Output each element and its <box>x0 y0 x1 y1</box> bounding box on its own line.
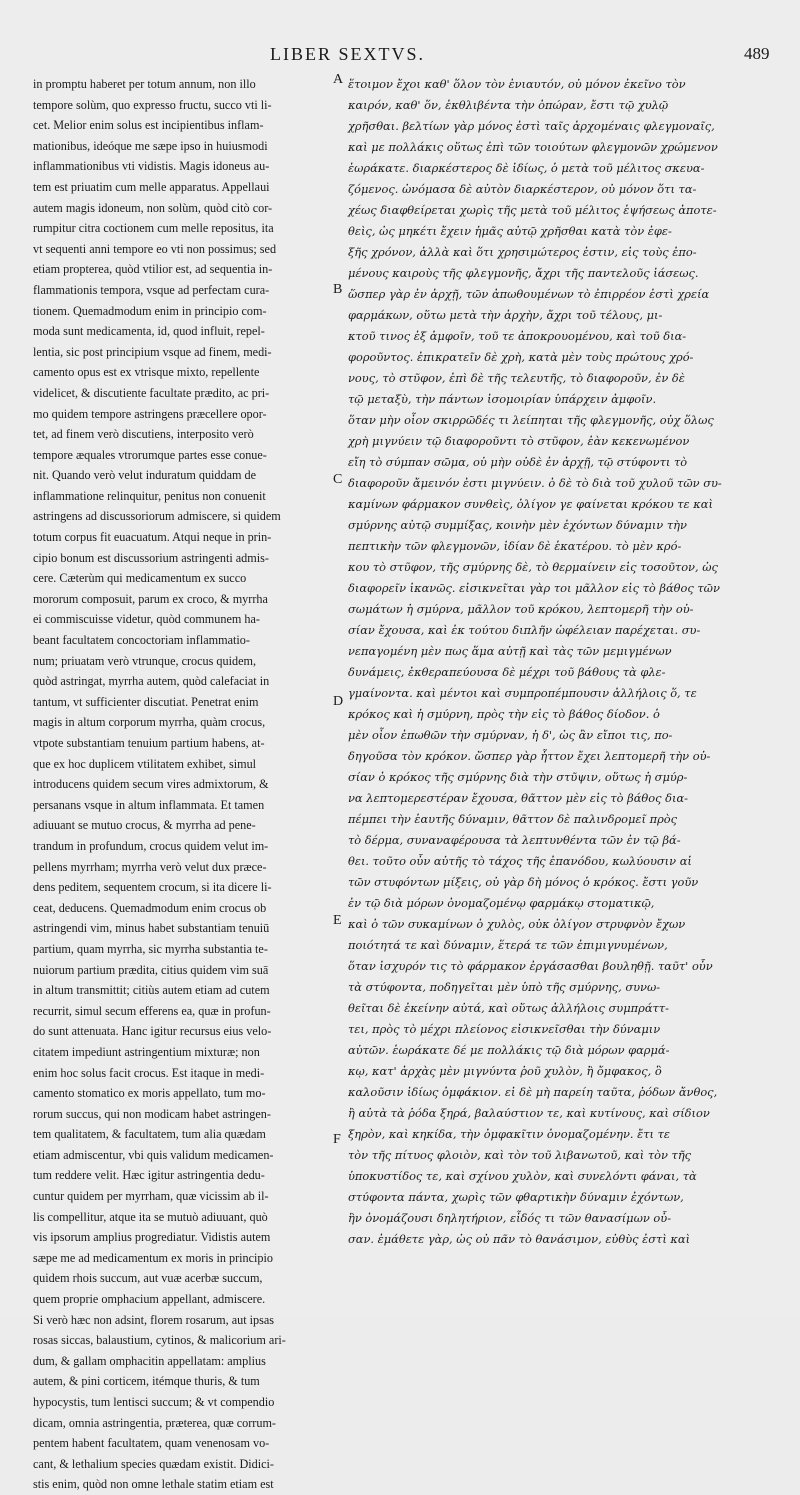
greek-text-line: κτοῦ τινος ἐξ ἀμφοῖν, τοῦ τε ἀποκρουομένου, καὶ τοῦ δια- <box>348 329 687 343</box>
greek-text-line: ὑποκυστίδος τε, καὶ σχίνου χυλὸν, καὶ συνελόντι φάναι, τὰ <box>348 1169 697 1183</box>
latin-text-line: do sunt attenuata. Hanc igitur recursus eius velo- <box>33 1024 272 1039</box>
greek-text-line: τῶν στυφόντων μίξεις, οὐ γὰρ δὴ μόνος ὁ κρόκος. ἔστι γοῦν <box>348 875 699 889</box>
greek-text-line: σίαν ὁ κρόκος τῆς σμύρνης διὰ τὴν στῦψιν, οὕτως ἡ σμύρ- <box>348 770 688 784</box>
greek-text-line: τὸν τῆς πίτυος φλοιὸν, καὶ τὸν τοῦ λιβανωτοῦ, καὶ τὸν τῆς <box>348 1148 692 1162</box>
margin-marker-b: B <box>333 282 343 297</box>
greek-text-line: χρὴ μιγνύειν τῷ διαφοροῦντι τὸ στῦφον, ἐὰν κεκενωμένον <box>348 434 690 448</box>
latin-text-line: pentem habent facultatem, quam venenosam vo- <box>33 1436 270 1451</box>
latin-text-line: camento stomatico ex moris appellato, tum mo- <box>33 1086 266 1101</box>
latin-text-line: autem, & pini corticem, itémque thuris, & tum <box>33 1374 260 1389</box>
greek-text-line: καὶ ὁ τῶν συκαμίνων ὁ χυλὸς, οὐκ ὀλίγον στρυφνὸν ἔχων <box>348 917 686 931</box>
latin-text-line: hypocystis, tum lentisci succum; & vt compendio <box>33 1395 275 1409</box>
latin-text-line: videlicet, & discutiente facultate prædito, ac pri- <box>33 385 270 400</box>
latin-text-line: dens peditem, sequentem crocum, si ita dicere li- <box>33 880 272 895</box>
greek-text-line: γμαίνοντα. καὶ μέντοι καὶ συμπροπέμπουσιν ἀλλήλοις ὅ, τε <box>348 686 697 700</box>
latin-text-line: trandum in profundum, crocus quidem velut im- <box>33 838 269 853</box>
latin-text-line: ceat, deducens. Quemadmodum enim crocus ob <box>33 900 267 915</box>
latin-text-line: in promptu haberet per totum annum, non illo <box>33 77 256 91</box>
latin-text-line: astringendi vim, minus habet substantiam tenuiū <box>33 921 270 936</box>
greek-text-line: νεπαγομένη μὲν πως ἅμα αὐτῇ καὶ τὰς τῶν μεμιγμένων <box>348 644 672 658</box>
latin-text-line: astringens ad discussoriorum admiscere, si quidem <box>33 509 281 524</box>
latin-text-line: quòd astringat, myrrha autem, quòd calefaciat in <box>33 674 270 689</box>
latin-text-line: tem qualitatem, & facultatem, tum alia quædam <box>33 1127 266 1142</box>
latin-text-line: cet. Melior enim solus est incipientibus inflam- <box>33 118 264 133</box>
greek-text-line: κου τὸ στῦφον, τῆς σμύρνης δὲ, τὸ θερμαίνειν εἰς τοσοῦτον, ὡς <box>348 560 718 574</box>
greek-text-line: ξῆς χρόνον, ἀλλὰ καὶ ὅτι χρησιμώτερος ἐστιν, εἰς τοὺς ἐπο- <box>348 245 697 259</box>
greek-text-line: σμύρνης αὐτῷ συμμίξας, κοινὴν μὲν ἐχόντων δύναμιν τὴν <box>348 518 687 532</box>
latin-text-line: cipio bonum est discussorium astringenti admis- <box>33 550 269 565</box>
latin-text-line: flammationis tempora, vsque ad perfectam cura- <box>33 282 270 297</box>
greek-text-line: εἴη τὸ σύμπαν σῶμα, οὐ μὴν οὐδὲ ἐν ἀρχῇ, τῷ στύφοντι τὸ <box>348 455 688 469</box>
margin-marker-c: C <box>333 472 343 487</box>
greek-text-line: διαφορεῖν ἱκανῶς. εἰσικνεῖται γὰρ τοι μᾶλλον εἰς τὸ βάθος τῶν <box>348 581 720 595</box>
greek-text-line: χρῆσθαι. βελτίων γὰρ μόνος ἐστὶ ταῖς ἀρχομέναις φλεγμοναῖς, <box>348 119 715 133</box>
latin-text-line: lis compellitur, atque ita se mutuò adiuuant, quò <box>33 1209 268 1224</box>
latin-text-line: rorum succus, qui non modicam habet astringen- <box>33 1106 271 1121</box>
greek-text-line: μὲν οἷον ἐπωθῶν τὴν σμύρναν, ἡ δ', ὡς ἂν εἴποι τις, πο- <box>348 728 673 742</box>
margin-marker-d: D <box>333 694 344 709</box>
greek-text-line: ἣν ὀνομάζουσι δηλητήριον, εἶδός τι τῶν θανασίμων οὖ- <box>348 1211 672 1225</box>
greek-text-line: ἐν τῷ διὰ μόρων ὀνομαζομένῳ φαρμάκῳ στοματικῷ, <box>348 896 655 910</box>
greek-text-line: μένους καιροὺς τῆς φλεγμονῆς, ἄχρι τῆς παντελοῦς ἰάσεως. <box>348 266 699 280</box>
latin-text-line: cuntur quidem per myrrham, quæ vicissim ab il- <box>33 1189 269 1204</box>
page-header <box>0 44 800 70</box>
latin-text-line: tantum, vt sufficienter discutiat. Penetrat enim <box>33 694 259 709</box>
latin-text-line: mo quidem tempore astringens præcellere opor- <box>33 406 267 421</box>
latin-text-line: in altum transmittit; citiùs autem etiam ad cutem <box>33 983 270 998</box>
latin-text-line: rumpitur citra coctionem cum melle repositus, ita <box>33 221 274 236</box>
margin-marker-a: A <box>333 72 344 87</box>
page-number: 489 <box>744 44 770 63</box>
greek-text-line: κῳ, κατ' ἀρχὰς μὲν μιγνύντα ῥοῦ χυλὸν, ἢ ὄμφακος, ὃ <box>348 1064 662 1078</box>
latin-text-line: nuiorum partium prædita, citius quidem vim suā <box>33 962 269 977</box>
latin-text-line: pellens myrrham; myrrha verò velut dux præce- <box>33 859 267 874</box>
greek-text-line: ἕτοιμον ἔχοι καθ' ὅλον τὸν ἐνιαυτόν, οὐ μόνον ἐκεῖνο τὸν <box>348 77 686 91</box>
greek-text-line: πέμπει τὴν ἑαυτῆς δύναμιν, θᾶττον δὲ παλινδρομεῖ πρὸς <box>348 812 678 826</box>
latin-text-line: dicam, omnia astringentia, præterea, quæ corrum- <box>33 1415 276 1430</box>
greek-text-line: καλοῦσιν ἰδίως ὀμφάκιον. εἰ δὲ μὴ παρείη ταῦτα, ῥόδων ἄνθος, <box>348 1085 718 1099</box>
latin-text-line: tionem. Quemadmodum enim in principio com- <box>33 303 267 318</box>
latin-text-line: cere. Cæterùm qui medicamentum ex succo <box>33 571 247 586</box>
greek-text-line: τὰ στύφοντα, ποδηγεῖται μὲν ὑπὸ τῆς σμύρνης, συνω- <box>348 980 661 994</box>
latin-text-line: rosas siccas, balaustium, cytinos, & malicorium ari- <box>33 1333 286 1348</box>
latin-text-line: etiam admiscentur, vbi quis validum medicamen- <box>33 1147 274 1162</box>
latin-text-line: persanans vsque in altum inflammata. Et tamen <box>33 797 265 812</box>
greek-text-line: τῷ μεταξὺ, τὴν πάντων ἰσομοιρίαν ὑπάρχειν ἀμφοῖν. <box>348 392 657 406</box>
latin-text-line: mationibus, ideóque me sæpe ipso in huiusmodi <box>33 138 268 153</box>
greek-text-line: ὅταν ἰσχυρόν τις τὸ φάρμακον ἐργάσασθαι βουληθῇ. ταῦτ' οὖν <box>348 959 713 973</box>
greek-text-line: σωμάτων ἡ σμύρνα, μᾶλλον τοῦ κρόκου, λεπτομερῆ τὴν οὐ- <box>348 602 694 616</box>
greek-text-line: καμίνων φάρμακον συνθεὶς, ὀλίγον γε φαίνεται κρόκου τε καὶ <box>348 497 713 511</box>
greek-text-line: θεὶς, ὡς μηκέτι ἔχειν ἡμᾶς αὐτῷ χρῆσθαι κατὰ τὸν ἐφε- <box>348 224 672 238</box>
greek-text-line: δυνάμεις, ἐκθεραπεύουσα δὲ μέχρι τοῦ βάθους τὰ φλε- <box>348 665 666 679</box>
latin-text-line: sæpe me ad medicamentum ex moris in principio <box>33 1250 273 1265</box>
greek-text-line: ἑωράκατε. διαρκέστερος δὲ ἰδίως, ὁ μετὰ τοῦ μέλιτος σκευα- <box>348 161 705 175</box>
greek-text-line: καὶ με πολλάκις οὕτως ἐπὶ τῶν τοιούτων φλεγμονῶν χρώμενον <box>348 140 718 154</box>
greek-text-line: φαρμάκων, οὕτω μετὰ τὴν ἀρχὴν, ἄχρι τοῦ τέλους, μι- <box>348 308 663 322</box>
latin-text-line: dum, & gallam omphacitin appellatam: amplius <box>33 1353 266 1368</box>
latin-text-line: quidem rhois succum, aut vuæ acerbæ succum, <box>33 1271 263 1286</box>
latin-text-line: tum reddere velit. Hæc igitur astringentia dedu- <box>33 1168 265 1183</box>
greek-text-line: θεῖται δὲ ἐκείνην αὐτά, καὶ οὕτως ἀλλήλοις συμπράττ- <box>348 1001 669 1015</box>
greek-text-line: διαφοροῦν ἄμεινόν ἐστι μιγνύειν. ὁ δὲ τὸ διὰ τοῦ χυλοῦ τῶν συ- <box>348 476 722 490</box>
latin-text-line: etiam propterea, quòd vtilior est, ad sequentia in- <box>33 262 273 277</box>
greek-text-line: ποιότητά τε καὶ δύναμιν, ἕτερά τε τῶν ἐπιμιγνυμένων, <box>348 938 668 952</box>
latin-text-line: ei commiscuisse videtur, quòd communem ha- <box>33 612 260 627</box>
latin-text-line: camento opus est ex vtrisque mixto, repellente <box>33 365 260 380</box>
margin-marker-e: E <box>333 913 342 928</box>
greek-text-line: τὸ δέρμα, συναναφέρουσα τὰ λεπτυνθέντα τῶν ἐν τῷ βά- <box>348 833 681 847</box>
latin-text-line: mororum composuit, parum ex croco, & myrrha <box>33 591 268 606</box>
greek-text-line: στύφοντα πάντα, χωρὶς τῶν φθαρτικὴν δύναμιν ἐχόντων, <box>348 1190 684 1204</box>
latin-text-line: adiuuant se mutuo crocus, & myrrha ad pene- <box>33 818 256 833</box>
greek-text-line: καιρόν, καθ' ὅν, ἐκθλιβέντα τὴν ὀπώραν, ἔστι τῷ χυλῷ <box>348 98 669 112</box>
latin-text-line: que ex hoc duplicem vtilitatem exhibet, simul <box>33 756 257 771</box>
latin-column <box>33 74 331 1495</box>
greek-text-line: ὥσπερ γὰρ ἐν ἀρχῇ, τῶν ἀπωθουμένων τὸ ἐπιρρέον ἐστὶ χρεία <box>348 287 710 301</box>
latin-text-line: moda sunt medicamenta, id, quod influit, repel- <box>33 324 265 339</box>
greek-text-line: ξηρὸν, καὶ κηκίδα, τὴν ὀμφακῖτιν ὀνομαζομένην. ἔτι τε <box>348 1127 671 1141</box>
greek-text-line: σίαν ἔχουσα, καὶ ἐκ τούτου διπλῆν ὠφέλειαν παρέχεται. συ- <box>348 623 701 637</box>
latin-text-line: magis in altum corporum myrrha, quàm crocus, <box>33 715 266 730</box>
greek-text-line: τει, πρὸς τὸ μέχρι πλείονος εἰσικνεῖσθαι τὴν δύναμιν <box>348 1022 661 1036</box>
latin-text-line: partium, quam myrrha, sic myrrha substantia te- <box>33 941 268 956</box>
latin-text-line: Si verò hæc non adsint, florem rosarum, aut ipsas <box>33 1312 275 1327</box>
latin-text-line: tempore æquales vtrorumque partes esse conue- <box>33 447 267 462</box>
greek-text-line: ὅταν μὴν οἷον σκιρρῶδές τι λείπηται τῆς φλεγμονῆς, οὐχ ὅλως <box>348 413 714 427</box>
running-head: LIBER SEXTVS. <box>270 44 426 64</box>
greek-text-line: χέως διαφθείρεται χωρὶς τῆς μετὰ τοῦ μέλιτος ἑψήσεως ἀποτε- <box>348 203 717 217</box>
greek-text-line: ζόμενος. ὠνόμασα δὲ αὐτὸν διαρκέστερον, οὐ μόνον ὅτι τα- <box>348 182 697 196</box>
latin-text-line: inflammationibus vti vidistis. Magis idoneus au- <box>33 159 270 174</box>
latin-text-line: cant, & lethalium species quædam existit. Didici- <box>33 1456 274 1471</box>
greek-text-line: φοροῦντος. ἐπικρατεῖν δὲ χρὴ, κατὰ μὲν τοὺς πρώτους χρό- <box>348 350 694 364</box>
latin-text-line: lentia, sic post principium vsque ad finem, medi- <box>33 344 272 359</box>
latin-text-line: vtpote substantiam tenuium partium habens, at- <box>33 736 265 750</box>
latin-text-line: recurrit, simul secum efferens ea, quæ in profun- <box>33 1003 271 1018</box>
latin-text-line: vt sequenti anni tempore eo vti non possimus; sed <box>33 241 277 256</box>
greek-text-line: δηγοῦσα τὸν κρόκον. ὥσπερ γὰρ ἧττον ἔχει λεπτομερῆ τὴν οὐ- <box>348 749 711 763</box>
latin-text-line: nit. Quando verò velut induratum quiddam de <box>33 468 257 483</box>
greek-text-line: νους, τὸ στῦφον, ἐπὶ δὲ τῆς τελευτῆς, τὸ διαφοροῦν, ἐν δὲ <box>348 371 685 385</box>
margin-marker-f: F <box>333 1132 341 1147</box>
greek-text-line: να λεπτομερεστέραν ἔχουσα, θᾶττον μὲν εἰς τὸ βάθος δια- <box>348 791 689 805</box>
greek-text-line: κρόκος καὶ ἡ σμύρνη, πρὸς τὴν εἰς τὸ βάθος δίοδον. ὁ <box>348 707 660 721</box>
latin-text-line: stis enim, quòd non omne lethale statim etiam est <box>33 1477 274 1492</box>
latin-text-line: inflammatione relinquitur, penitus non conuenit <box>33 488 266 503</box>
latin-text-line: enim hoc solus facit crocus. Est itaque in medi- <box>33 1065 265 1080</box>
latin-text-line: tet, ad finem verò discutiens, interposito verò <box>33 427 254 442</box>
latin-text-line: quem proprie omphacium appellant, admiscere. <box>33 1292 266 1307</box>
latin-text-line: totum corpus fit euacuatum. Atqui neque in prin- <box>33 530 272 545</box>
greek-text-line: σαν. ἐμάθετε γὰρ, ὡς οὐ πᾶν τὸ θανάσιμον, εὐθὺς ἐστὶ καὶ <box>348 1232 691 1246</box>
latin-text-line: citatem impediunt astringentium mixturæ; non <box>33 1044 260 1059</box>
greek-text-line: θει. τοῦτο οὖν αὐτῆς τὸ τάχος τῆς ἐπανόδου, κωλύουσιν αἱ <box>348 854 692 868</box>
latin-text-line: beant facultatem concoctoriam inflammatio- <box>33 633 250 648</box>
latin-text-line: tempore solùm, quo expresso fructu, succo vti li- <box>33 97 272 112</box>
greek-text-line: αὐτῶν. ἑωράκατε δέ με πολλάκις τῷ διὰ μόρων φαρμά- <box>348 1043 670 1057</box>
latin-text-line: tem est priuatim cum melle apparatus. Appellaui <box>33 179 270 194</box>
latin-text-line: autem magis idoneum, non solùm, quòd citò cor- <box>33 200 273 215</box>
latin-text-line: vis ipsorum amplius progrediatur. Vidistis autem <box>33 1230 271 1245</box>
greek-column <box>348 74 773 1250</box>
greek-text-line: ἢ αὐτὰ τὰ ῥόδα ξηρά, βαλαύστιον τε, καὶ κυτίνους, καὶ σίδιον <box>348 1106 710 1120</box>
greek-text-line: πεπτικὴν τῶν φλεγμονῶν, ἰδίαν δὲ ἑκατέρου. τὸ μὲν κρό- <box>348 539 682 553</box>
latin-text-line: introducens quidem secum vires admixtorum, & <box>33 777 269 792</box>
latin-text-line: num; priuatam verò vtrunque, crocus quidem, <box>33 653 257 668</box>
